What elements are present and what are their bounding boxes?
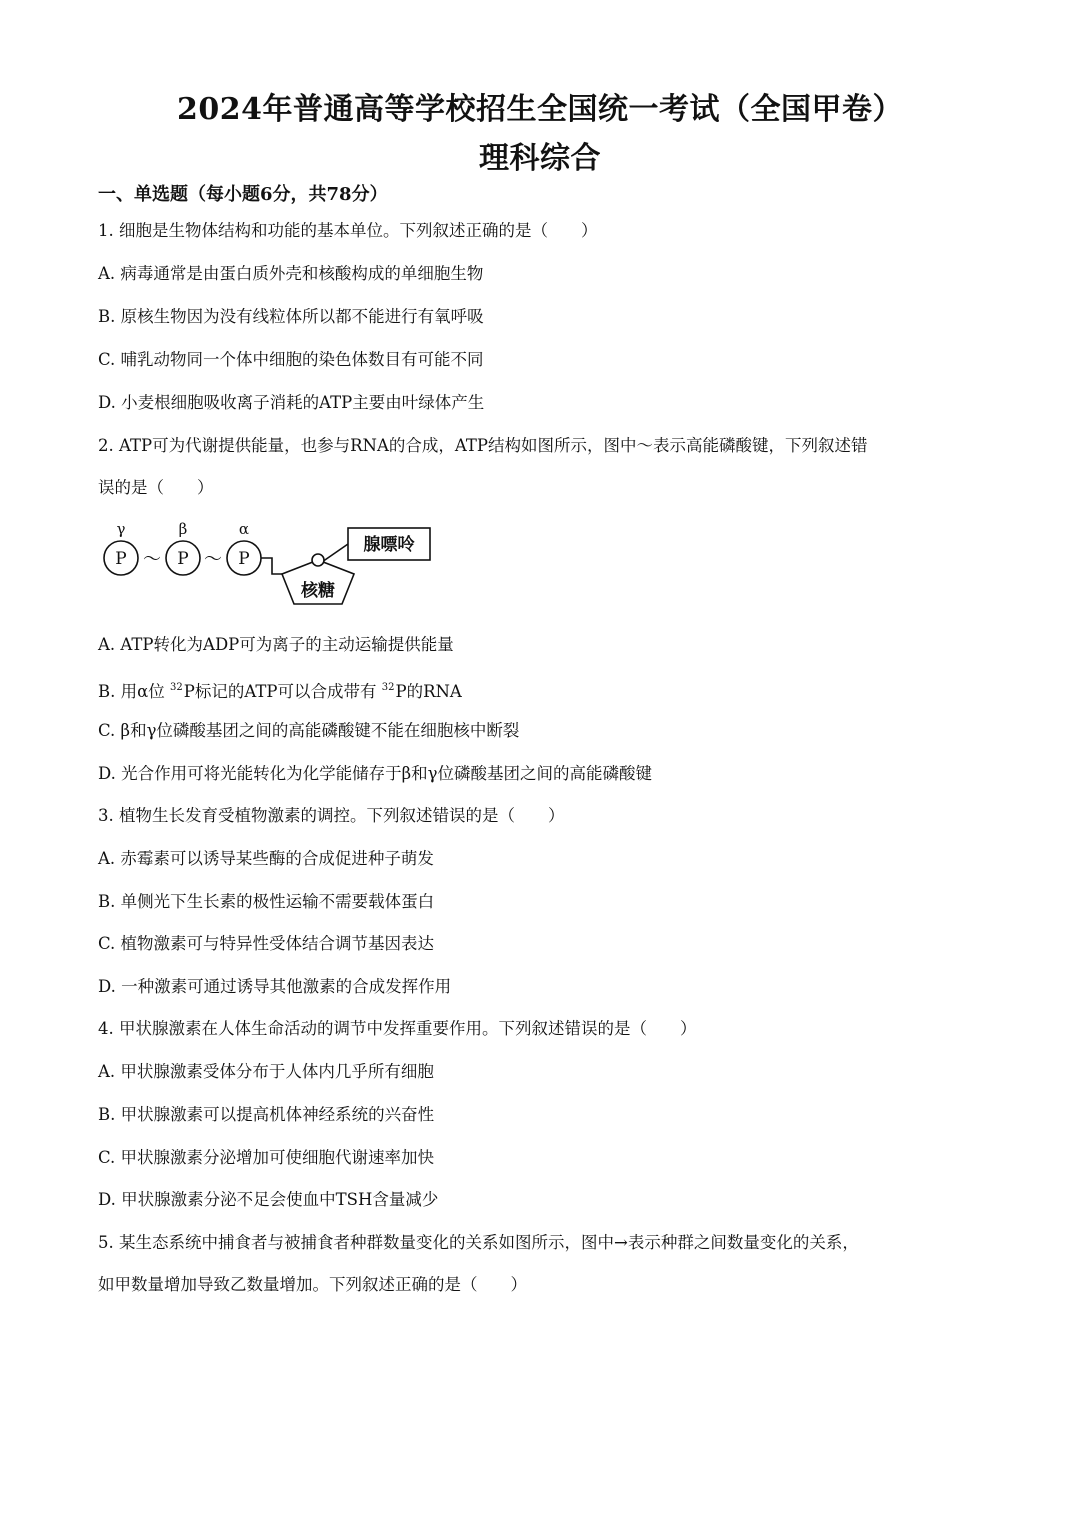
question-3-option-d: D. 一种激素可通过诱导其他激素的合成发挥作用 xyxy=(98,977,452,996)
question-2-option-b xyxy=(98,677,462,703)
question-2-option-d: D. 光合作用可将光能转化为化学能储存于β和γ位磷酸基团之间的高能磷酸键 xyxy=(98,764,653,783)
exam-subject: 理科综合 xyxy=(479,141,601,176)
question-5-stem-line2: 如甲数量增加导致乙数量增加。下列叙述正确的是（ ） xyxy=(98,1275,527,1294)
question-1-option-a: A. 病毒通常是由蛋白质外壳和核酸构成的单细胞生物 xyxy=(98,264,484,283)
phosphate-symbol-gamma: P xyxy=(115,549,127,569)
alpha-label: α xyxy=(238,520,250,538)
question-4-stem: 4. 甲状腺激素在人体生命活动的调节中发挥重要作用。下列叙述错误的是（ ） xyxy=(98,1019,697,1038)
question-3-stem: 3. 植物生长发育受植物激素的调控。下列叙述错误的是（ ） xyxy=(98,806,565,825)
gamma-label: γ xyxy=(116,520,126,538)
ring-oxygen xyxy=(312,554,324,566)
question-1-option-c: C. 哺乳动物同一个体中细胞的染色体数目有可能不同 xyxy=(98,350,484,369)
question-4-option-d: D. 甲状腺激素分泌不足会使血中TSH含量减少 xyxy=(98,1190,439,1209)
question-4-option-c: C. 甲状腺激素分泌增加可使细胞代谢速率加快 xyxy=(98,1148,435,1167)
question-1-option-b: B. 原核生物因为没有线粒体所以都不能进行有氧呼吸 xyxy=(98,307,484,326)
question-2-option-c: C. β和γ位磷酸基团之间的高能磷酸键不能在细胞核中断裂 xyxy=(98,721,520,740)
isotope-superscript-1: 32 xyxy=(170,682,183,693)
section-heading: 一、单选题（每小题6分，共78分） xyxy=(98,184,388,205)
high-energy-bond-2: ～ xyxy=(204,549,222,570)
question-4-option-a: A. 甲状腺激素受体分布于人体内几乎所有细胞 xyxy=(98,1062,434,1081)
alpha-ribose-link xyxy=(261,558,282,574)
question-2-stem-line1: 2. ATP可为代谢提供能量，也参与RNA的合成，ATP结构如图所示，图中～表示高能磷酸键，下列叙述错 xyxy=(98,436,868,455)
high-energy-bond-1: ～ xyxy=(143,549,161,570)
ribose-label: 核糖 xyxy=(301,581,335,601)
question-2-stem-line2: 误的是（ ） xyxy=(98,478,214,497)
phosphate-symbol-alpha: P xyxy=(238,549,250,569)
question-3-option-a: A. 赤霉素可以诱导某些酶的合成促进种子萌发 xyxy=(98,849,434,868)
question-3-option-b: B. 单侧光下生长素的极性运输不需要载体蛋白 xyxy=(98,892,435,911)
atp-structure-diagram xyxy=(96,518,436,614)
question-3-option-c: C. 植物激素可与特异性受体结合调节基因表达 xyxy=(98,934,435,953)
exam-title: 2024年普通高等学校招生全国统一考试（全国甲卷） xyxy=(177,92,903,127)
question-4-option-b: B. 甲状腺激素可以提高机体神经系统的兴奋性 xyxy=(98,1105,435,1124)
adenine-label: 腺嘌呤 xyxy=(363,535,415,555)
question-1-option-d: D. 小麦根细胞吸收离子消耗的ATP主要由叶绿体产生 xyxy=(98,393,485,412)
phosphate-symbol-beta: P xyxy=(177,549,189,569)
question-5-stem-line1: 5. 某生态系统中捕食者与被捕食者种群数量变化的关系如图所示，图中→表示种群之间数量变化的关系， xyxy=(98,1233,859,1252)
option-b-text-2: P标记的ATP可以合成带有 xyxy=(183,682,377,701)
beta-label: β xyxy=(178,520,188,538)
ribose-base-link xyxy=(322,544,348,562)
question-2-option-a: A. ATP转化为ADP可为离子的主动运输提供能量 xyxy=(98,635,454,654)
option-b-text-3: P的RNA xyxy=(395,682,462,701)
option-b-text-1: B. 用α位 xyxy=(98,682,165,701)
isotope-superscript-2: 32 xyxy=(381,682,395,693)
question-1-stem: 1. 细胞是生物体结构和功能的基本单位。下列叙述正确的是（ ） xyxy=(98,221,598,240)
